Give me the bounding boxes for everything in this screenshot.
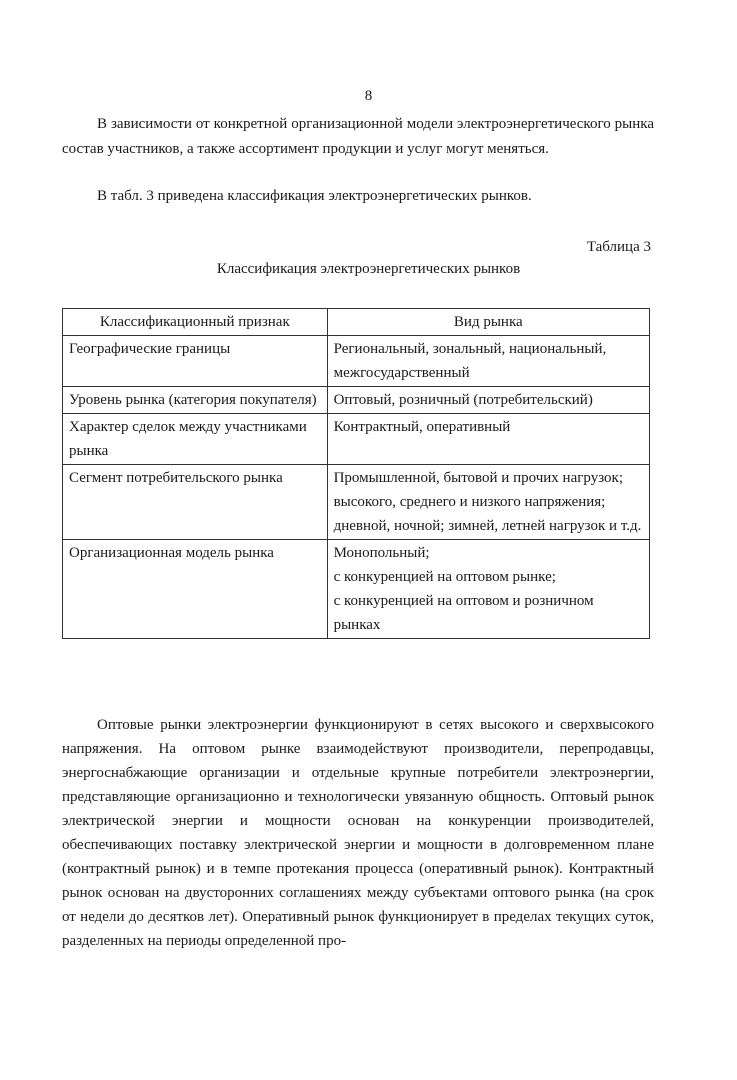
table-reference-paragraph: В табл. 3 приведена классификация электроэнергетических рынков. xyxy=(97,188,532,204)
intro-paragraph: В зависимости от конкретной организационной модели электроэнергетического рынка состав участников, а также ассортимент продукции и услуг могут меняться. xyxy=(62,116,654,157)
header-feature: Классификационный признак xyxy=(63,309,328,336)
market-type-line: с конкуренцией на оптовом рынке; xyxy=(333,569,556,585)
feature-cell: Уровень рынка (категория покупателя) xyxy=(63,387,328,414)
market-type-line: с конкуренцией на оптовом и розничном рынках xyxy=(333,593,594,633)
table-row xyxy=(63,465,650,540)
feature-cell: Сегмент потребительского рынка xyxy=(63,465,328,540)
market-type-line: Оптовый, розничный (потребительский) xyxy=(333,392,593,408)
table-row xyxy=(63,336,650,387)
table-label: Таблица 3 xyxy=(586,239,651,255)
market-type-line: Монопольный; xyxy=(333,545,430,561)
table-row xyxy=(63,540,650,639)
table-row xyxy=(63,414,650,465)
market-type-cell xyxy=(327,540,649,639)
page-number: 8 xyxy=(364,88,373,104)
classification-table xyxy=(62,308,650,639)
market-type-cell xyxy=(327,336,649,387)
market-type-line: Контрактный, оперативный xyxy=(333,419,511,435)
feature-cell: Организационная модель рынка xyxy=(63,540,328,639)
table-header-row xyxy=(63,309,650,336)
market-type-line: Региональный, зональный, национальный, межгосударственный xyxy=(333,341,607,381)
market-type-cell xyxy=(327,465,649,540)
body-paragraph: Оптовые рынки электроэнергии функционируют в сетях высокого и сверхвысокого напряжения. На оптовом рынке взаимодействуют производители, перепродавцы, энергоснабжающие организации и отдельные крупные потребители электроэнергии, представляющие организационно и технологически увязанную общность. Оптовый рынок электрической энергии и мощности основан на конкуренции производителей, обеспечивающих поставку электрической энергии и мощности в долговременном плане (контрактный рынок) и в темпе протекания процесса (оперативный рынок). Контрактный рынок основан на двусторонних соглашениях между субъектами оптового рынка (на срок от недели до десятков лет). Оперативный рынок функционирует в пределах текущих суток, разделенных на периоды определенной про- xyxy=(62,717,654,949)
feature-cell: Характер сделок между участниками рынка xyxy=(63,414,328,465)
table-title: Классификация электроэнергетических рынков xyxy=(216,261,521,277)
table-row xyxy=(63,387,650,414)
header-market-type: Вид рынка xyxy=(327,309,649,336)
market-type-cell xyxy=(327,387,649,414)
feature-cell: Географические границы xyxy=(63,336,328,387)
market-type-line: Промышленной, бытовой и прочих нагрузок; высокого, среднего и низкого напряжения; дневной, ночной; зимней, летней нагрузок и т.д. xyxy=(333,470,642,534)
market-type-cell xyxy=(327,414,649,465)
